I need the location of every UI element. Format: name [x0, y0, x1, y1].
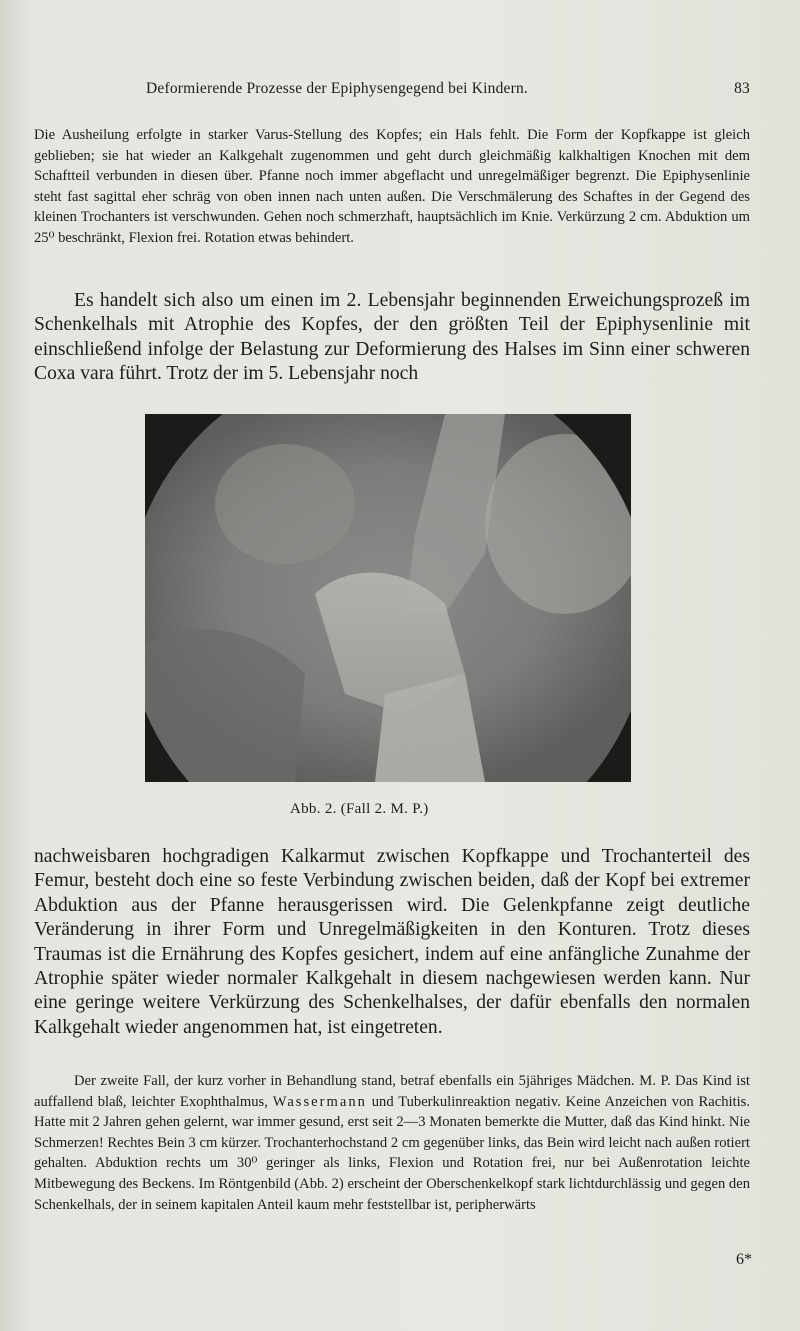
- paragraph-text: Die Ausheilung erfolgte in starker Varus-Stellung des Kopfes; ein Hals fehlt. Die Form der Kopfkappe ist gleich geblieben; sie hat wieder an Kalkgehalt zugenommen und geht durch gleichmäßig kalkhaltigen Knochen mit dem Schaftteil verbunden in diesen über. Pfanne noch immer abgeflacht und unregelmäßiger begrenzt. Die Epiphysenlinie steht fast sagittal eher schräg von oben innen nach unten außen. Die Verschmälerung des Schaftes in der Gegend des kleinen Trochanters ist verschwunden. Gehen noch schmerzhaft, hauptsächlich im Knie. Verkürzung 2 cm. Abduktion um 25⁰ beschränkt, Flexion frei. Rotation etwas behindert.: [34, 127, 750, 246]
- paragraph-text: nachweisbaren hochgradigen Kalkarmut zwischen Kopfkappe und Trochanterteil des Femur, besteht doch eine so feste Verbindung zwischen beiden, daß der Kopf bei extremer Abduktion aus der Pfanne herausgerissen wird. Die Gelenkpfanne zeigt deutliche Veränderung in ihrer Form und Unregelmäßigkeiten in den Konturen. Trotz dieses Traumas ist die Ernährung des Kopfes gesichert, indem auf eine anfängliche Zunahme der Atrophie später wieder normaler Kalkgehalt in diesem nachgewiesen werden kann. Nur eine geringe weitere Verkürzung des Schenkelhalses, der dafür ebenfalls den normalen Kalkgehalt wieder angenommen hat, ist eingetreten.: [34, 846, 750, 1038]
- case-notes-paragraph: [34, 125, 750, 249]
- running-header: [34, 78, 750, 102]
- second-case-paragraph: [34, 1071, 750, 1215]
- paragraph-text: Es handelt sich also um einen im 2. Lebensjahr beginnenden Erweichungsprozeß im Schenkelhals mit Atrophie des Kopfes, der den größten Teil der Epiphysenlinie mit einschließend infolge der Belastung zur Deformierung des Halses im Sinn einer schweren Coxa vara führt. Trotz der im 5. Lebensjahr noch: [34, 290, 750, 385]
- running-title: Deformierende Prozesse der Epiphysengegend bei Kindern.: [146, 80, 529, 97]
- spaced-name: Wassermann: [272, 1093, 367, 1110]
- text-run: Der zweite Fall, der kurz vorher in Behandlung stand, betraf ebenfalls ein 5jähriges Mädchen. M. P. Das Kind ist auffallend blaß, leichter Exophthalmus,: [34, 1073, 750, 1110]
- xray-image: [145, 414, 631, 782]
- paragraph-text: [34, 1071, 750, 1215]
- figure-caption: Abb. 2. (Fall 2. M. P.): [290, 801, 429, 817]
- page-number: 83: [734, 80, 750, 97]
- signature-mark: 6*: [736, 1251, 752, 1268]
- discussion-paragraph: [34, 845, 750, 1040]
- summary-paragraph: [34, 289, 750, 387]
- xray-figure: [145, 414, 631, 782]
- text-run: und Tuberkulinreaktion negativ. Keine Anzeichen von Rachitis. Hatte mit 2 Jahren gehen gelernt, war immer gesund, erst seit 2—3 Monaten bemerkte die Mutter, daß das Kind hinkt. Nie Schmerzen! Rechtes Bein 3 cm kürzer. Trochanterhochstand 2 cm gegenüber links, das Bein wird leicht nach außen rotiert gehalten. Abduktion rechts um 30⁰ geringer als links, Flexion und Rotation frei, nur bei Außenrotation leichte Mitbewegung des Beckens. Im Röntgenbild (Abb. 2) erscheint der Oberschenkelkopf stark lichtdurchlässig und gegen den Schenkelhals, der in seinem kapitalen Anteil kaum mehr feststellbar ist, peripherwärts: [34, 1093, 750, 1213]
